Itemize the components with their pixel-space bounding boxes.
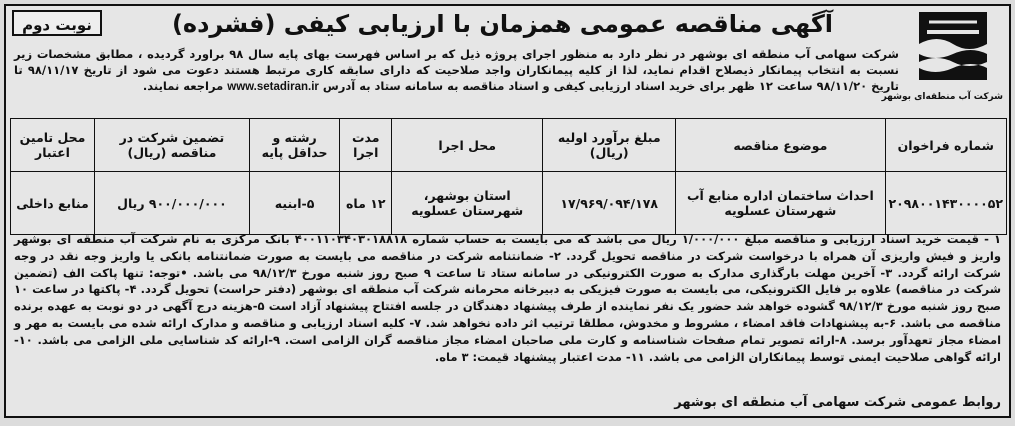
company-logo [881, 10, 1003, 102]
table-cell-duration: ۱۲ ماه [340, 172, 392, 235]
notice-title: آگهی مناقصه عمومی همزمان با ارزیابی کیفی (فشرده) [171, 10, 834, 38]
column-header: تضمین شرکت در مناقصه (ریال) [94, 119, 249, 172]
table-cell-guarantee: ۹۰۰/۰۰۰/۰۰۰ ریال [94, 172, 249, 235]
column-header: مبلغ برآورد اولیه (ریال) [543, 119, 676, 172]
logo-caption: شرکت آب منطقه‌ای بوشهر [881, 92, 1003, 102]
round-badge: نوبت دوم [12, 10, 102, 36]
water-company-logo-icon [917, 10, 989, 90]
table-cell-estimate: ۱۷/۹۶۹/۰۹۴/۱۷۸ [543, 172, 676, 235]
tender-table [10, 118, 1007, 235]
column-header: محل اجرا [392, 119, 543, 172]
intro-text: شرکت سهامی آب منطقه ای بوشهر در نظر دارد به منظور اجرای پروژه ذیل که بر اساس فهرست بهای پایه سال ۹۸ براورد گردیده ، مطابق مشخصات زیر نسبت به انتخاب پیمانکار ذیصلاح اقدام نماید، لذا از کلیه پیمانکاران واجد صلاحیت که دارای سابقه کاری مرتبط هستند دعوت می شود از تاریخ ۹۸/۱۱/۱۷ تا تاریخ ۹۸/۱۱/۲۰ ساعت ۱۲ ظهر برای خرید اسناد ارزیابی کیفی و اسناد مناقصه به سامانه ستاد به آدرس [14, 47, 899, 93]
table-cell-location: استان بوشهر، شهرستان عسلویه [392, 172, 543, 235]
table-row [11, 172, 1007, 235]
column-header: محل تامین اعتبار [11, 119, 95, 172]
table-cell-funding: منابع داخلی [11, 172, 95, 235]
table-cell-grade: ۵-ابنیه [249, 172, 339, 235]
tender-notice [4, 4, 1011, 418]
column-header: رشته و حداقل پایه [249, 119, 339, 172]
terms-paragraph: ۱ - قیمت خرید اسناد ارزیابی و مناقصه مبلغ ۱/۰۰۰/۰۰۰ ریال می باشد که می بایست به حساب شماره ۴۰۰۱۱۰۳۴۰۳۰۱۸۸۱۸ بانک مرکزی به نام شرکت آب منطقه ای بوشهر واریز و فیش واریزی آن همراه با درخواست شرکت در مناقصه تحویل گردد. ۲- ضمانتنامه شرکت در مناقصه می بایست به صورت ضمانتنامه بانکی یا واریز وجه نقد در وجه شرکت ارائه گردد. ۳- آخرین مهلت بارگذاری مدارک به صورت الکترونیکی در سامانه ستاد تا ساعت ۹ صبح روز شنبه مورخ ۹۸/۱۲/۳ می باشد. •توجه: تنها پاکت الف (تضمین شرکت در مناقصه) علاوه بر فایل الکترونیکی، می بایست به صورت فیزیکی به دبیرخانه محرمانه شرکت آب منطقه ای بوشهر (دفتر حراست) تحویل گردد. ۴- پاکتها در ساعت ۱۰ صبح روز شنبه مورخ ۹۸/۱۲/۳ گشوده خواهد شد حضور یک نفر نماینده از طرف پیشنهاد دهندگان در جلسه افتتاح پیشنهاد آزاد است ۵-هزینه درج آگهی در دو نوبت به عهده برنده مناقصه می باشد. ۶-به پیشنهادات فاقد امضاء ، مشروط و مخدوش، مطلقا ترتیب اثر داده نخواهد شد. ۷- کلیه اسناد ارزیابی و مناقصه و مدارک ارائه شده می بایست به مهر و امضاء مجاز تعهدآور برسد. ۸-ارائه تصویر تمام صفحات شناسنامه و کارت ملی صاحبان امضاء مجاز مناقصه گران الزامی است. ۹-ارائه کد شناسایی ملی الزامی می باشد. ۱۰-ارائه گواهی صلاحیت ایمنی توسط پیمانکاران الزامی می باشد. ۱۱- مدت اعتبار پیشنهاد قیمت: ۳ ماه. [14, 232, 1002, 364]
intro-end: مراجعه نمایند. [142, 79, 224, 93]
setad-url-link[interactable]: www.setadiran.ir [227, 81, 319, 93]
column-header: موضوع مناقصه [676, 119, 885, 172]
table-header-row [11, 119, 1007, 172]
table-cell-call-number: ۲۰۹۸۰۰۱۴۳۰۰۰۰۵۲ [885, 172, 1006, 235]
column-header: مدت اجرا [340, 119, 392, 172]
footer-signature: روابط عمومی شرکت سهامی آب منطقه ای بوشهر [674, 395, 1001, 410]
notice-header [6, 6, 1009, 118]
table-cell-subject: احداث ساختمان اداره منابع آب شهرستان عسلویه [676, 172, 885, 235]
intro-paragraph [14, 46, 899, 95]
column-header: شماره فراخوان [885, 119, 1006, 172]
